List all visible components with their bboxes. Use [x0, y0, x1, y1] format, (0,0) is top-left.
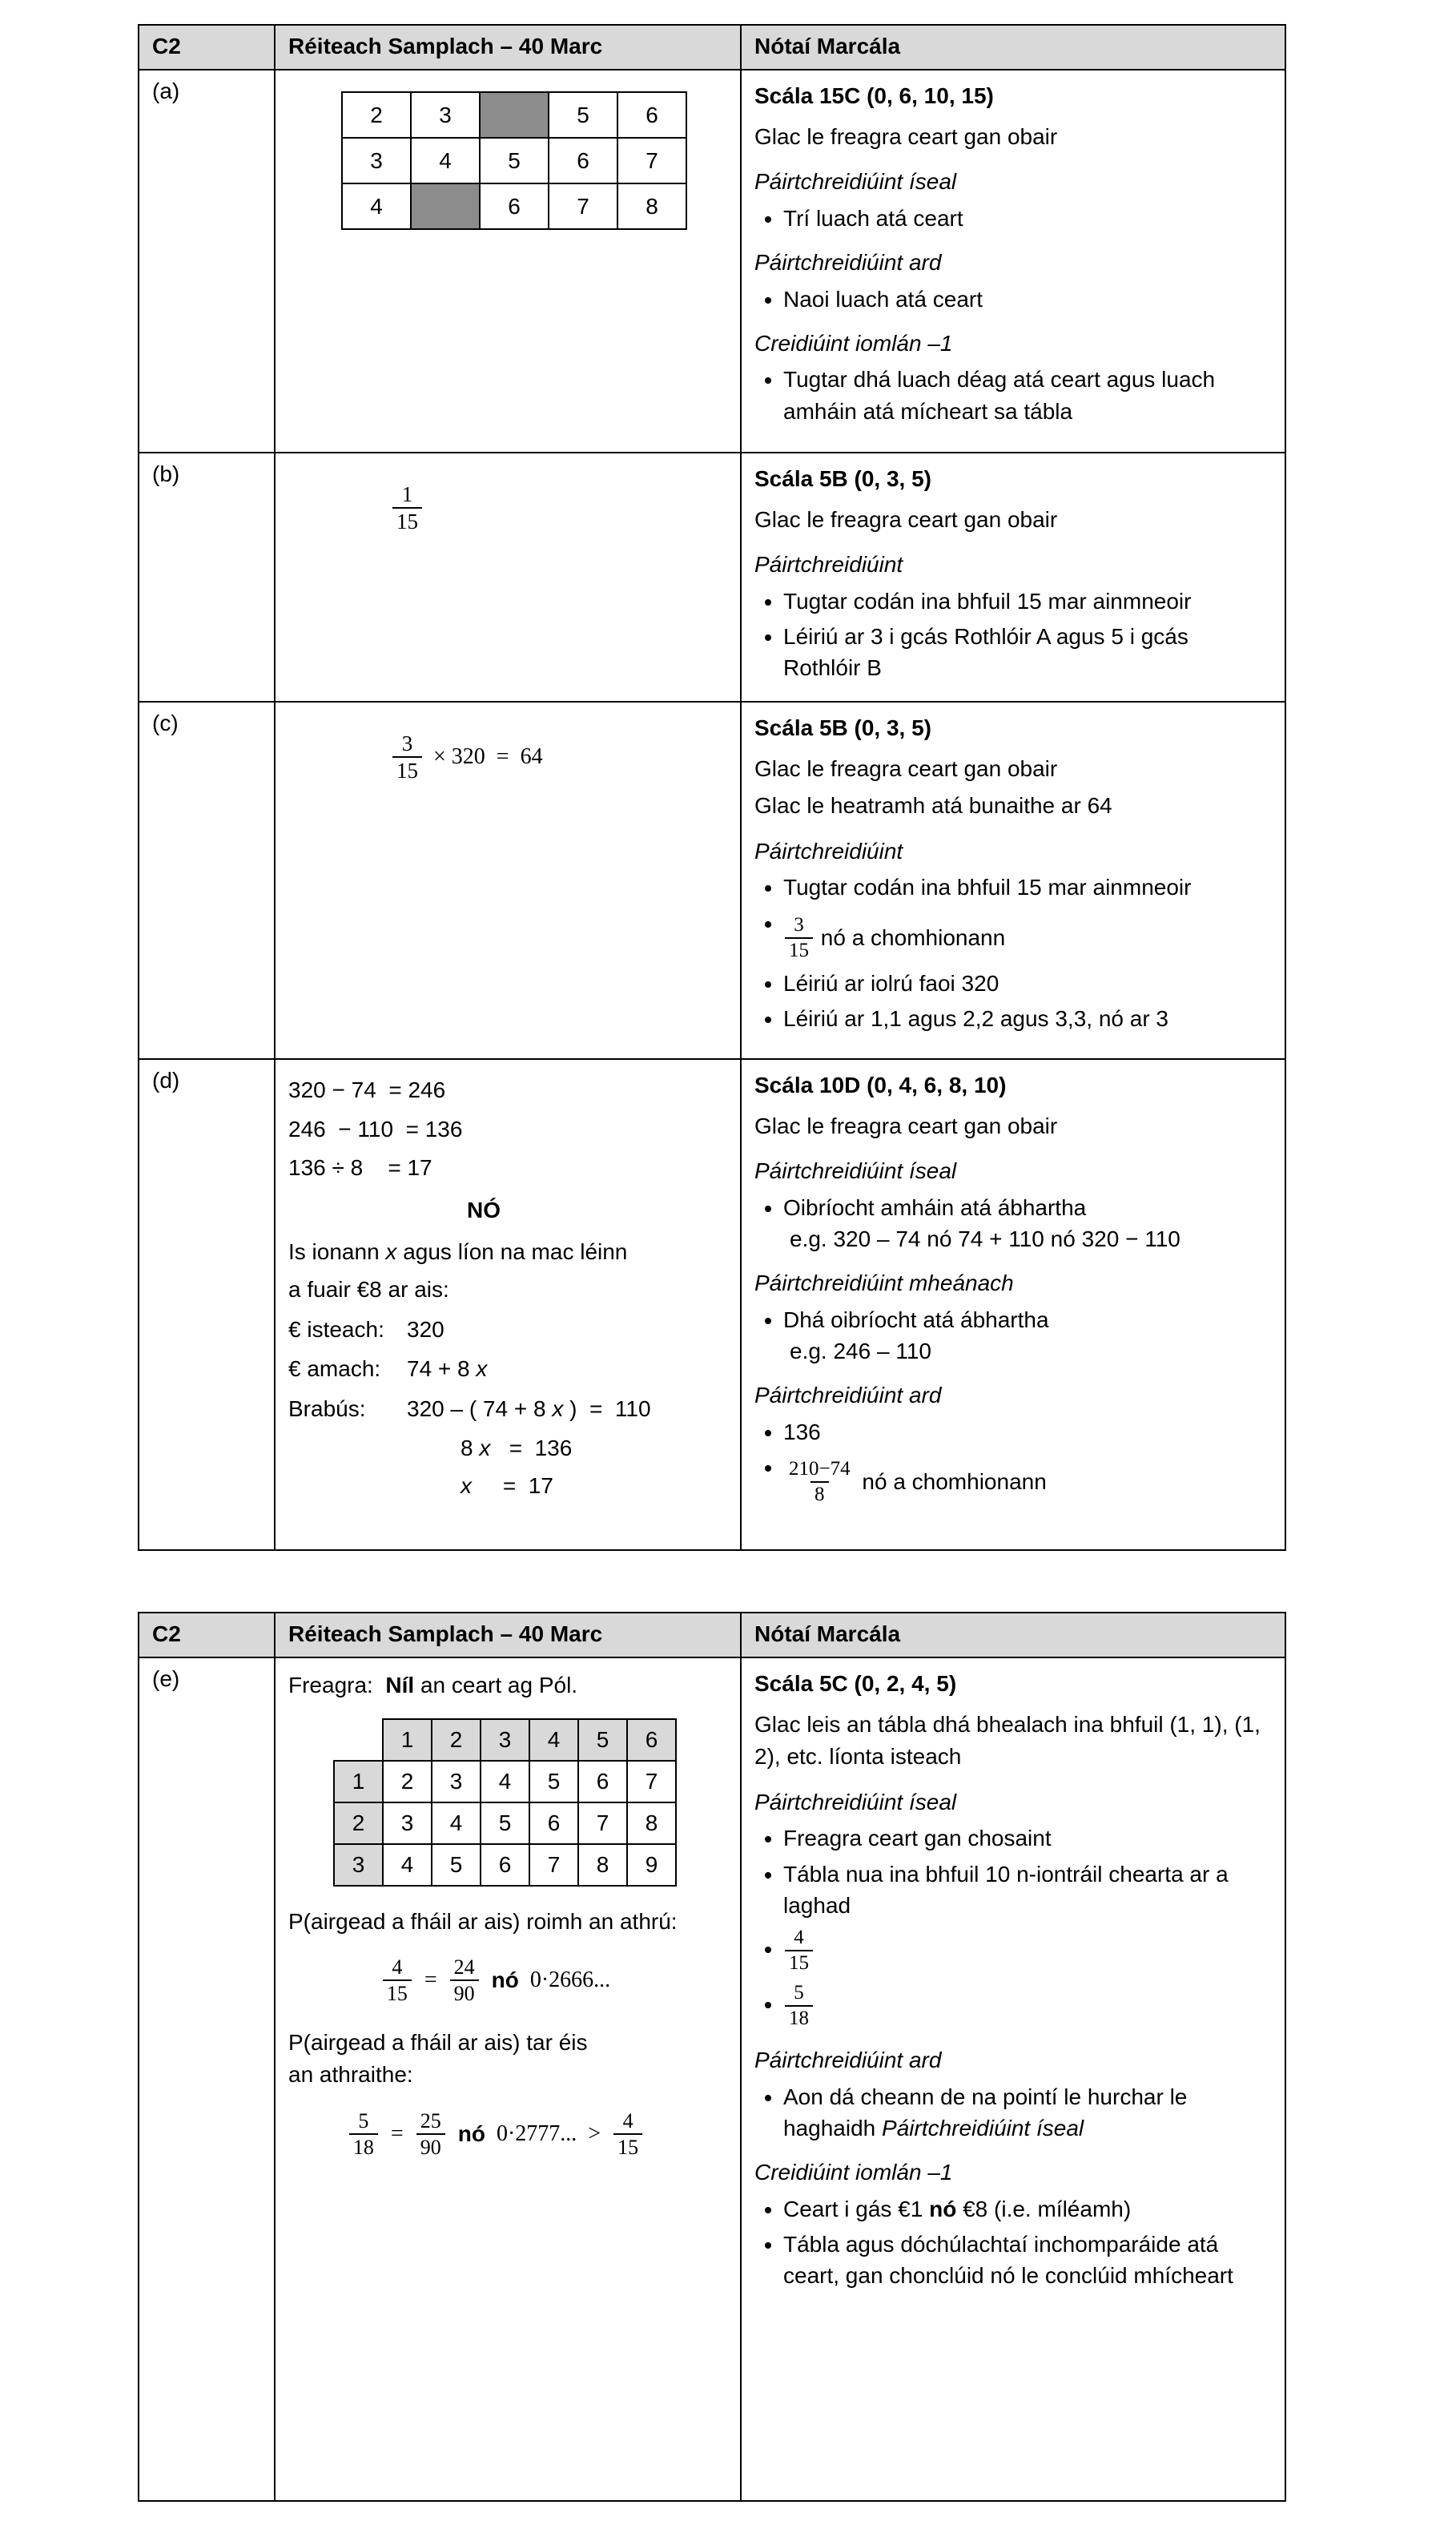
solution-fraction [391, 481, 727, 536]
part-label-c: (c) [139, 702, 275, 1059]
grid-cell: 5 [432, 1844, 481, 1886]
bullet-list [754, 1304, 1272, 1367]
bullet-item: • Trí luach atá ceart [783, 203, 1272, 234]
solve-line [461, 1432, 727, 1465]
grid-col-header: 6 [627, 1719, 676, 1761]
fraction-denominator: 8 [810, 1481, 829, 1507]
grid-cell: 4 [432, 1802, 481, 1844]
bullet-line: • Dhá oibríocht atá ábhartha [783, 1307, 1049, 1332]
criterion-heading: Creidiúint iomlán –1 [754, 2159, 953, 2185]
variable-x: x [385, 1239, 397, 1265]
fraction-numerator: 4 [392, 1955, 403, 1979]
bullet-text: nó a chomhionann [855, 1469, 1047, 1495]
variable-x: x [552, 1395, 564, 1421]
text-run: 8 [461, 1436, 480, 1461]
question-code: C2 [139, 1613, 275, 1657]
text-run: ) = 110 [563, 1395, 651, 1421]
grid-cell: 8 [627, 1802, 676, 1844]
text-run: agus líon na mac léinn [396, 1239, 628, 1265]
part-label-a: (a) [139, 70, 275, 453]
grid-cell: 3 [342, 138, 411, 183]
criterion-heading: Páirtchreidiúint mheánach [754, 1271, 1014, 1296]
bullet-item [783, 1304, 1272, 1367]
money-label: Brabús: [288, 1395, 366, 1421]
bullet-item-with-fraction [783, 908, 1272, 964]
bullet-list [754, 1822, 1272, 2032]
solution-cell-b [275, 453, 741, 702]
criterion-heading: Páirtchreidiúint íseal [754, 1789, 957, 1814]
equation-line: 320 − 74 = 246 [288, 1077, 446, 1102]
text-run: Ceart i gás €1 [783, 2196, 930, 2221]
notes-cell-e [741, 1657, 1285, 2501]
fraction-numerator: • 3 [794, 913, 804, 936]
grid-cell: 2 [342, 92, 411, 138]
fraction-numerator: • 210−74 [789, 1457, 851, 1480]
fraction-numerator: 3 [401, 731, 413, 755]
grid-row [334, 1761, 676, 1802]
bullet-item: • Léiriú ar 1,1 agus 2,2 agus 3,3, nó ar 3 [783, 1003, 1272, 1034]
bullet-list [754, 2193, 1272, 2292]
fraction-numerator: 5 [358, 2108, 369, 2132]
grid-header-row [334, 1719, 676, 1761]
part-label-b: (b) [139, 453, 275, 702]
equation-line: 246 − 110 = 136 [288, 1116, 463, 1142]
fraction-numerator: 24 [453, 1955, 475, 1979]
text-run: Freagra: [288, 1673, 386, 1697]
grid-cell: 6 [480, 183, 549, 229]
bullet-list [754, 284, 1272, 315]
grid-col-header: 2 [432, 1719, 481, 1761]
bullet-item: • Léiriú ar iolrú faoi 320 [783, 968, 1272, 999]
grid-corner-cell [334, 1719, 383, 1761]
marking-scheme-table-2 [138, 1612, 1286, 2502]
decimal-value: 0·2777... [496, 2120, 577, 2146]
grid-row-header: 3 [334, 1844, 383, 1886]
fraction [392, 481, 422, 535]
fraction-denominator: 15 [392, 507, 422, 534]
grid-cell: 8 [578, 1844, 627, 1886]
text-run: = 136 [490, 1436, 573, 1461]
or-separator: NÓ [467, 1197, 501, 1222]
text-run: Aon dá cheann de na pointí le hurchar le haghaidh [783, 2084, 1194, 2140]
grid-cell-blocked [480, 92, 549, 138]
bullet-item-with-fraction [783, 1980, 1272, 2032]
solution-cell-e [275, 1657, 741, 2501]
criterion-reference: Páirtchreidiúint íseal [882, 2115, 1084, 2140]
fraction-denominator: 15 [383, 1979, 412, 2006]
grid-cell: 4 [411, 138, 480, 183]
criterion-heading: Páirtchreidiúint [754, 838, 903, 864]
note-line: Glac le freagra ceart gan obair [754, 123, 1058, 149]
criterion-heading: Páirtchreidiúint ard [754, 2047, 942, 2072]
fraction [785, 913, 813, 963]
solution-cell-d [275, 1059, 741, 1550]
criterion-heading: Páirtchreidiúint [754, 552, 903, 578]
criterion-heading: Páirtchreidiúint ard [754, 249, 942, 275]
grid-row-header: 1 [334, 1761, 383, 1802]
answer-line [288, 1669, 727, 1702]
or-keyword: nó [929, 2196, 957, 2221]
grid-col-header: 4 [529, 1719, 578, 1761]
notes-cell-a [741, 70, 1285, 453]
grid-cell: 7 [627, 1761, 676, 1802]
criterion-heading: Páirtchreidiúint íseal [754, 1158, 957, 1184]
bullet-line: e.g. 246 – 110 [790, 1338, 931, 1363]
bullet-item: • Freagra ceart gan chosaint [783, 1822, 1272, 1854]
grid-row [342, 138, 686, 183]
text-run: 320 – ( 74 + 8 [407, 1395, 553, 1421]
money-value: 320 [407, 1316, 444, 1342]
row-part-a [139, 70, 1285, 453]
note-line: Glac le heatramh atá bunaithe ar 64 [754, 793, 1112, 819]
text-run: €8 (i.e. míléamh) [956, 2196, 1132, 2221]
equation-line: 136 ÷ 8 = 17 [288, 1155, 432, 1181]
notes-cell-b [741, 453, 1285, 702]
fraction [785, 1981, 813, 2031]
text-run: Is ionann [288, 1239, 386, 1265]
bullet-item: • 136 [783, 1416, 1272, 1448]
equals-sign: = [424, 1967, 437, 1993]
criterion-heading: Creidiúint iomlán –1 [754, 330, 953, 356]
bullet-list [754, 364, 1272, 426]
bullet-item: • Léiriú ar 3 i gcás Rothlóir A agus 5 i gcás Rothlóir B [783, 621, 1272, 683]
fraction [450, 1955, 479, 2006]
grid-cell-blocked [411, 183, 480, 229]
criterion-heading: Páirtchreidiúint ard [754, 1383, 942, 1408]
bullet-list [754, 586, 1272, 684]
grid-cell: 4 [342, 183, 411, 229]
grid-row [334, 1844, 676, 1886]
or-keyword: nó [457, 2120, 485, 2146]
fraction-denominator: 90 [416, 2133, 445, 2160]
bullet-list [754, 1192, 1272, 1254]
solution-equation [391, 730, 727, 785]
money-out-line [288, 1353, 727, 1386]
fraction-denominator: 15 [785, 1950, 813, 1975]
fraction-denominator: 90 [450, 1979, 479, 2006]
profit-line [288, 1393, 727, 1426]
probability-after-label-2: an athraithe: [288, 2062, 413, 2088]
grid-cell: 3 [383, 1802, 432, 1844]
text-run: an ceart ag Pól. [414, 1673, 578, 1697]
bullet-text: nó a chomhionann [814, 924, 1006, 950]
grid-row [342, 183, 686, 229]
fraction [383, 1955, 412, 2006]
fraction-denominator: 18 [785, 2005, 813, 2031]
fraction-denominator: 18 [349, 2133, 378, 2160]
fraction-numerator: 4 [622, 2108, 633, 2132]
fraction [416, 2108, 445, 2160]
bullet-item-with-fraction [783, 1452, 1272, 1508]
row-part-b [139, 453, 1285, 702]
row-part-c [139, 702, 1285, 1059]
bullet-item [783, 2193, 1272, 2225]
bullet-list [754, 203, 1272, 234]
grid-cell: 7 [578, 1802, 627, 1844]
note-line: Glac leis an tábla dhá bhealach ina bhfuil (1, 1), (1, 2), etc. líonta isteach [754, 1711, 1261, 1770]
bullet-line: e.g. 320 – 74 nó 74 + 110 nó 320 − 110 [790, 1226, 1180, 1251]
bullet-item: • Tábla agus dóchúlachtaí inchomparáide atá ceart, gan chonclúid nó le conclúid mhícheart [783, 2229, 1272, 2291]
grid-cell: 3 [411, 92, 480, 138]
probability-before-equation [288, 1954, 703, 2007]
grid-row-header: 2 [334, 1802, 383, 1844]
fraction-numerator: • 4 [794, 1926, 804, 1948]
definition-line: a fuair €8 ar ais: [288, 1276, 449, 1302]
money-label: € isteach: [288, 1316, 384, 1342]
grid-cell: 7 [529, 1844, 578, 1886]
equation-text: × 320 = 64 [433, 744, 543, 770]
decimal-value: 0·2666... [529, 1967, 611, 1993]
money-in-line [288, 1314, 727, 1347]
text-run: 74 + 8 [407, 1356, 477, 1382]
or-keyword: nó [491, 1967, 519, 1993]
bullet-item [783, 2081, 1272, 2144]
grid-cell: 6 [481, 1844, 529, 1886]
solution-column-header: Réiteach Samplach – 40 Marc [275, 25, 741, 70]
probability-after-equation [288, 2108, 703, 2161]
bullet-list [754, 872, 1272, 1034]
grid-cell: 6 [549, 138, 617, 183]
grid-cell: 4 [481, 1761, 529, 1802]
grid-cell: 6 [617, 92, 686, 138]
row-part-e [139, 1657, 1285, 2501]
part-label-d: (d) [139, 1059, 275, 1550]
probability-grid [333, 1718, 677, 1887]
grid-col-header: 5 [578, 1719, 627, 1761]
bullet-item: • Tugtar codán ina bhfuil 15 mar ainmneoir [783, 872, 1272, 903]
fraction [785, 1457, 855, 1507]
scale-heading: Scála 5B (0, 3, 5) [754, 715, 932, 740]
grid-col-header: 1 [383, 1719, 432, 1761]
notes-column-header: Nótaí Marcála [741, 25, 1285, 70]
header-row [139, 25, 1285, 70]
grid-row [334, 1802, 676, 1844]
fraction [613, 2108, 642, 2160]
solution-column-header: Réiteach Samplach – 40 Marc [275, 1613, 741, 1657]
fraction-denominator: 15 [392, 756, 422, 783]
scale-heading: Scála 15C (0, 6, 10, 15) [754, 83, 994, 108]
bullet-item: • Naoi luach atá ceart [783, 284, 1272, 315]
grid-cell: 8 [617, 183, 686, 229]
definition-line [288, 1236, 727, 1269]
bullet-list [754, 1416, 1272, 1508]
notes-column-header: Nótaí Marcála [741, 1613, 1285, 1657]
grid-cell: 6 [578, 1761, 627, 1802]
header-row [139, 1613, 1285, 1657]
grid-row [342, 92, 686, 138]
fraction [392, 731, 422, 784]
row-part-d [139, 1059, 1285, 1550]
grid-cell: 5 [480, 138, 549, 183]
notes-cell-c [741, 702, 1285, 1059]
grid-cell: 7 [617, 138, 686, 183]
bullet-line: • Oibríocht amháin atá ábhartha [783, 1194, 1087, 1220]
bullet-item [783, 1192, 1272, 1254]
criterion-heading: Páirtchreidiúint íseal [754, 169, 957, 195]
bullet-item-with-fraction [783, 1925, 1272, 1976]
grid-cell: 5 [481, 1802, 529, 1844]
variable-x: x [461, 1472, 472, 1498]
greater-than-sign: > [588, 2120, 601, 2146]
fraction-numerator: • 5 [794, 1981, 804, 2004]
note-line: Glac le freagra ceart gan obair [754, 755, 1058, 781]
part-label-e: (e) [139, 1657, 275, 2501]
notes-cell-d [741, 1059, 1285, 1550]
variable-x: x [479, 1436, 491, 1461]
scale-heading: Scála 5C (0, 2, 4, 5) [754, 1671, 957, 1696]
money-value [407, 1356, 487, 1381]
equals-sign: = [390, 2120, 404, 2146]
bullet-item: • Tugtar dhá luach déag atá ceart agus luach amháin atá mícheart sa tábla [783, 364, 1272, 426]
bullet-item: • Tugtar codán ina bhfuil 15 mar ainmneoir [783, 586, 1272, 617]
fraction [785, 1926, 813, 1975]
grid-cell: 9 [627, 1844, 676, 1886]
marking-scheme-table-1 [138, 24, 1286, 1551]
grid-cell: 7 [549, 183, 617, 229]
grid-col-header: 3 [481, 1719, 529, 1761]
bullet-item: • Tábla nua ina bhfuil 10 n-iontráil chearta ar a laghad [783, 1859, 1272, 1921]
probability-before-label: P(airgead a fháil ar ais) roimh an athrú: [288, 1908, 678, 1934]
fraction-denominator: 15 [785, 937, 813, 963]
probability-after-label: P(airgead a fháil ar ais) tar éis [288, 2029, 588, 2055]
money-label: € amach: [288, 1356, 381, 1382]
money-value [407, 1396, 651, 1421]
solution-cell-c [275, 702, 741, 1059]
grid-cell: 5 [549, 92, 617, 138]
text-run: = 17 [472, 1472, 553, 1498]
scale-heading: Scála 10D (0, 4, 6, 8, 10) [754, 1073, 1007, 1097]
solution-cell-a [275, 70, 741, 453]
fraction-numerator: 1 [401, 482, 413, 506]
answer-keyword: Níl [385, 1673, 415, 1697]
bullet-list [754, 2081, 1272, 2144]
note-line: Glac le freagra ceart gan obair [754, 506, 1058, 532]
grid-cell: 3 [432, 1761, 481, 1802]
question-code: C2 [139, 25, 275, 70]
grid-cell: 2 [383, 1761, 432, 1802]
scale-heading: Scála 5B (0, 3, 5) [754, 466, 932, 491]
grid-cell: 5 [529, 1761, 578, 1802]
grid-cell: 6 [529, 1802, 578, 1844]
answer-grid-a [341, 91, 687, 230]
note-line: Glac le freagra ceart gan obair [754, 1113, 1058, 1138]
grid-cell: 4 [383, 1844, 432, 1886]
variable-x: x [476, 1356, 488, 1382]
solve-line [461, 1470, 727, 1503]
fraction-numerator: 25 [420, 2108, 441, 2132]
fraction [349, 2108, 378, 2160]
fraction-denominator: 15 [613, 2133, 642, 2160]
